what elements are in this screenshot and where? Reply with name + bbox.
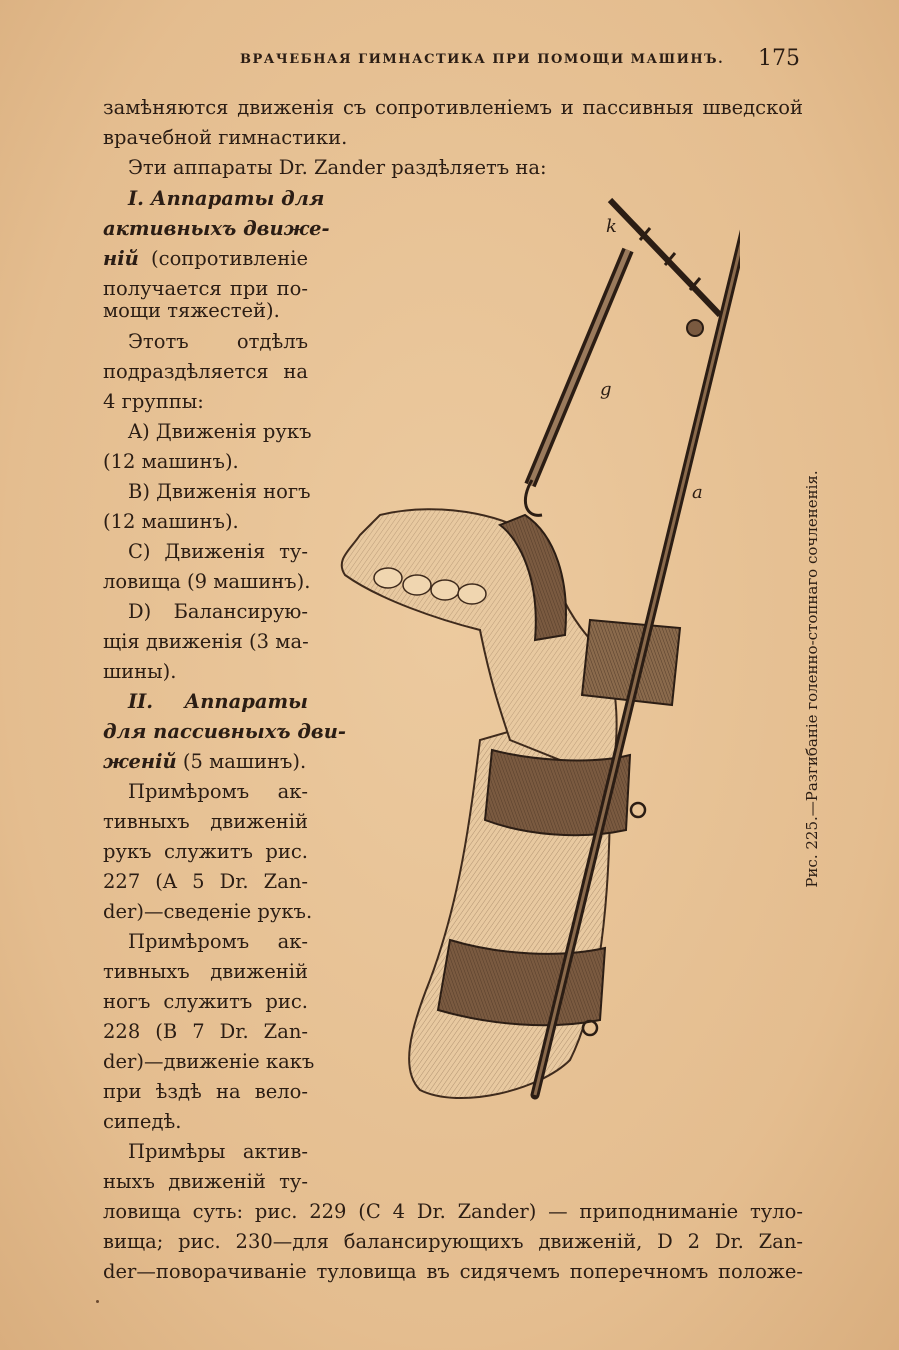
column-line: шины). bbox=[103, 660, 177, 683]
section-i-title-2: активныхъ движе- bbox=[103, 217, 330, 240]
bottom-line-3: der—поворачиваніе туловища въ сидячемъ поперечномъ положе- bbox=[103, 1260, 803, 1283]
intro-line-1: замѣняются движенія съ сопротивленіемъ и пассивныя шведской bbox=[103, 96, 803, 119]
column-line: Примѣромъ ак- bbox=[128, 930, 308, 953]
column-line: (12 машинъ). bbox=[103, 450, 239, 473]
column-line bbox=[103, 748, 308, 776]
column-line bbox=[103, 245, 308, 273]
bottom-line-1: ловища суть: рис. 229 (C 4 Dr. Zander) — приподниманіе туло- bbox=[103, 1200, 803, 1223]
intro-line-3: Эти аппараты Dr. Zander раздѣляетъ на: bbox=[128, 156, 547, 179]
column-line: C) Движенія ту- bbox=[128, 540, 308, 563]
column-line: тивныхъ движеній bbox=[103, 960, 308, 983]
column-line: B) Движенія ногъ bbox=[128, 480, 311, 503]
column-line: ловища (9 машинъ). bbox=[103, 570, 311, 593]
page-number: 175 bbox=[758, 46, 800, 71]
column-line: Примѣромъ ак- bbox=[128, 780, 308, 803]
column-line: A) Движенія рукъ bbox=[128, 420, 312, 443]
column-line: мощи тяжестей). bbox=[103, 299, 280, 322]
paper-speck bbox=[96, 1300, 99, 1303]
column-line: Примѣры актив- bbox=[128, 1140, 308, 1163]
column-line: der)—движеніе какъ bbox=[103, 1050, 315, 1073]
column-line: при ѣздѣ на вело- bbox=[103, 1080, 308, 1103]
column-line: рукъ служитъ рис. bbox=[103, 840, 308, 863]
label-a: a bbox=[692, 482, 703, 503]
column-line: 228 (B 7 Dr. Zan- bbox=[103, 1020, 308, 1043]
running-title: ВРАЧЕБНАЯ ГИМНАСТИКА ПРИ ПОМОЩИ МАШИНЪ. bbox=[240, 52, 725, 67]
intro-line-2: врачебной гимнастики. bbox=[103, 126, 348, 149]
column-line: ногъ служитъ рис. bbox=[103, 990, 308, 1013]
column-line: Этотъ отдѣлъ bbox=[128, 330, 308, 353]
column-line: ныхъ движеній ту- bbox=[103, 1170, 308, 1193]
column-line: (12 машинъ). bbox=[103, 510, 239, 533]
column-line: подраздѣляется на bbox=[103, 360, 308, 383]
column-line: получается при по- bbox=[103, 277, 308, 300]
column-line: сипедѣ. bbox=[103, 1110, 182, 1133]
section-ii-title-2: для пассивныхъ дви- bbox=[103, 720, 346, 743]
screw bbox=[631, 803, 645, 817]
label-k: k bbox=[606, 216, 617, 237]
column-line: der)—сведеніе рукъ. bbox=[103, 900, 313, 923]
bottom-line-2: вища; рис. 230—для балансирующихъ движеній, D 2 Dr. Zan- bbox=[103, 1230, 803, 1253]
column-line: щія движенія (3 ма- bbox=[103, 630, 309, 653]
section-i-title: I. Аппараты для bbox=[128, 187, 325, 210]
figure-caption: Рис. 225.—Разгибаніе голенно-стопнаго сочлененія. bbox=[803, 470, 821, 888]
page-header bbox=[100, 48, 800, 78]
section-i-title-3: ній bbox=[103, 247, 139, 270]
column-line: 227 (A 5 Dr. Zan- bbox=[103, 870, 308, 893]
label-g: g bbox=[600, 379, 612, 400]
figure-foot-apparatus bbox=[320, 180, 740, 1110]
screw bbox=[583, 1021, 597, 1035]
figure-caption-wrap bbox=[792, 450, 821, 910]
section-ii-title-3: женій bbox=[103, 750, 177, 773]
column-line: тивныхъ движеній bbox=[103, 810, 308, 833]
column-line: D) Балансирую- bbox=[128, 600, 308, 623]
column-text: (сопротивленіе bbox=[138, 247, 308, 270]
column-line: 4 группы: bbox=[103, 390, 204, 413]
column-text: (5 машинъ). bbox=[176, 750, 307, 773]
section-ii-title: II. Аппараты bbox=[128, 690, 308, 713]
